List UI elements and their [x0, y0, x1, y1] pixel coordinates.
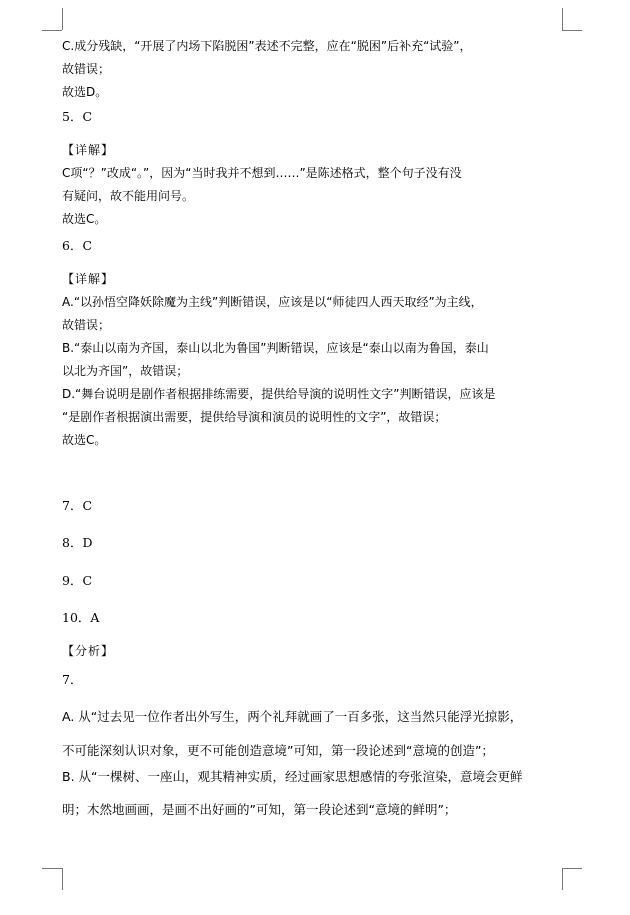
crop-mark-top-left	[42, 8, 64, 34]
text-line: 以北为齐国”，故错误；	[62, 364, 189, 378]
answer-number: 5．C	[62, 109, 93, 124]
answer-number: 7．	[62, 672, 83, 687]
section-heading: 【详解】	[62, 272, 115, 286]
answer-number: 8．D	[62, 535, 93, 550]
text-line: 明；木然地画画，是画不出好画的”可知，第一段论述到“意境的鲜明”；	[62, 802, 457, 817]
text-line: 故选C。	[62, 212, 107, 226]
text-line: 有疑问，故不能用问号。	[62, 189, 195, 203]
text-line: A.“以孙悟空降妖除魔为主线”判断错误，应该是以“师徒四人西天取经”为主线，	[62, 295, 483, 309]
text-line: C项“？”改成“。”，因为“当时我并不想到……”是陈述格式，整个句子没有没	[62, 166, 462, 180]
crop-mark-bottom-left	[42, 868, 64, 894]
text-line: “是剧作者根据演出需要，提供给导演和演员的说明性的文字”，故错误；	[62, 410, 447, 424]
text-line: 故选D。	[62, 85, 108, 99]
answer-number: 7．C	[62, 498, 93, 513]
text-line: B.“泰山以南为齐国，泰山以北为鲁国”判断错误，应该是“泰山以南为鲁国，泰山	[62, 341, 489, 355]
text-line: B. 从“一棵树、一座山，观其精神实质，经过画家思想感情的夸张渲染，意境会更鲜	[62, 769, 523, 784]
text-line: 故错误；	[62, 62, 111, 76]
answer-number: 9．C	[62, 573, 93, 588]
text-line: 故选C。	[62, 433, 107, 447]
crop-mark-top-right	[562, 8, 584, 34]
text-line: C.成分残缺，“开展了内场下陷脱困”表述不完整，应在“脱困”后补充“试验”，	[62, 39, 472, 53]
answer-number: 6．C	[62, 238, 93, 253]
text-line: 故错误；	[62, 318, 111, 332]
section-heading: 【详解】	[62, 143, 115, 157]
section-heading: 【分析】	[62, 644, 115, 658]
text-line: 不可能深刻认识对象，更不可能创造意境”可知，第一段论述到“意境的创造”；	[62, 743, 494, 758]
crop-mark-bottom-right	[562, 868, 584, 894]
text-line: A. 从“过去见一位作者出外写生，两个礼拜就画了一百多张，这当然只能浮光掠影，	[62, 709, 523, 724]
answer-number: 10．A	[62, 610, 100, 625]
text-line: D.“舞台说明是剧作者根据排练需要，提供给导演的说明性文字”判断错误，应该是	[62, 387, 496, 401]
